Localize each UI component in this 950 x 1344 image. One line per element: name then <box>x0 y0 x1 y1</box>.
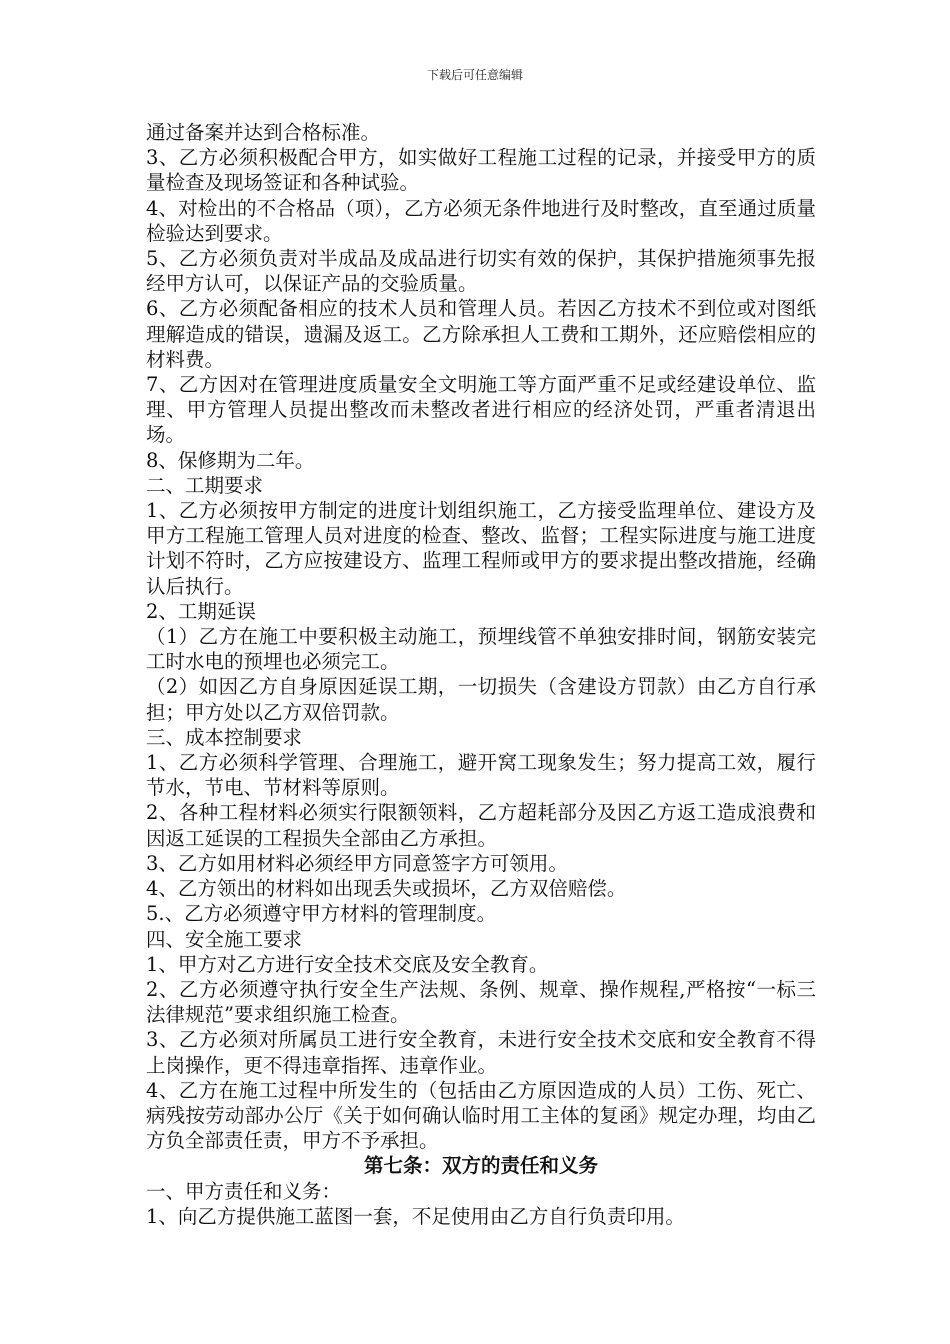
paragraph: 5、乙方必须负责对半成品及成品进行切实有效的保护，其保护措施须事先报经甲方认可，以保证产品的交验质量。 <box>146 247 816 296</box>
paragraph: 3、乙方必须积极配合甲方，如实做好工程施工过程的记录，并接受甲方的质量检查及现场签证和各种试验。 <box>146 146 816 195</box>
paragraph: （1）乙方在施工中要积极主动施工，预埋线管不单独安排时间，钢筋安装完工时水电的预埋也必须完工。 <box>146 625 816 674</box>
paragraph: 8、保修期为二年。 <box>146 448 315 472</box>
paragraph: 4、乙方在施工过程中所发生的（包括由乙方原因造成的人员）工伤、死亡、病残按劳动部办公厅《关于如何确认临时用工主体的复函》规定办理，均由乙方负全部责任责，甲方不予承担。 <box>146 1078 816 1153</box>
paragraph: 1、甲方对乙方进行安全技术交底及安全教育。 <box>146 952 549 976</box>
document-body <box>146 120 816 1229</box>
paragraph: 7、乙方因对在管理进度质量安全文明施工等方面严重不足或经建设单位、监理、甲方管理人员提出整改而未整改者进行相应的经济处罚，严重者清退出场。 <box>146 373 816 447</box>
paragraph: 4、对检出的不合格品（项），乙方必须无条件地进行及时整改，直至通过质量检验达到要求。 <box>146 196 816 245</box>
paragraph: 5.、乙方必须遵守甲方材料的管理制度。 <box>146 902 497 926</box>
paragraph: 通过备案并达到合格标准。 <box>146 121 381 144</box>
paragraph: 3、乙方必须对所属员工进行安全教育，未进行安全技术交底和安全教育不得上岗操作，更不得违章指挥、违章作业。 <box>146 1028 816 1077</box>
paragraph: 三、成本控制要求 <box>146 725 303 749</box>
paragraph: 6、乙方必须配备相应的技术人员和管理人员。若因乙方技术不到位或对图纸理解造成的错误，遗漏及返工。乙方除承担人工费和工期外，还应赔偿相应的材料费。 <box>146 297 816 371</box>
paragraph: （2）如因乙方自身原因延误工期，一切损失（含建设方罚款）由乙方自行承担；甲方处以乙方双倍罚款。 <box>146 675 816 724</box>
paragraph: 2、乙方必须遵守执行安全生产法规、条例、规章、操作规程,严格按“一标三法律规范”要求组织施工检查。 <box>146 977 816 1027</box>
paragraph: 3、乙方如用材料必须经甲方同意签字方可领用。 <box>146 851 568 875</box>
paragraph: 2、工期延误 <box>146 599 256 623</box>
section-title: 第七条：双方的责任和义务 <box>363 1154 598 1178</box>
paragraph: 4、乙方领出的材料如出现丢失或损坏，乙方双倍赔偿。 <box>146 877 627 901</box>
paragraph: 1、乙方必须科学管理、合理施工，避开窝工现象发生；努力提高工效，履行节水，节电、节材料等原则。 <box>146 751 816 800</box>
paragraph: 2、各种工程材料必须实行限额领料，乙方超耗部分及因乙方返工造成浪费和因返工延误的工程损失全部由乙方承担。 <box>146 801 816 850</box>
paragraph: 1、向乙方提供施工蓝图一套，不足使用由乙方自行负责印用。 <box>146 1204 685 1228</box>
paragraph: 1、乙方必须按甲方制定的进度计划组织施工，乙方接受监理单位、建设方及甲方工程施工管理人员对进度的检查、整改、监督；工程实际进度与施工进度计划不符时，乙方应按建设方、监理工程师或甲方的要求提出整改措施，经确认后执行。 <box>146 499 816 598</box>
page-header: 下载后可任意编辑 <box>426 68 523 82</box>
paragraph: 四、安全施工要求 <box>146 927 303 951</box>
paragraph: 一、甲方责任和义务： <box>146 1179 342 1203</box>
paragraph: 二、工期要求 <box>146 473 264 497</box>
